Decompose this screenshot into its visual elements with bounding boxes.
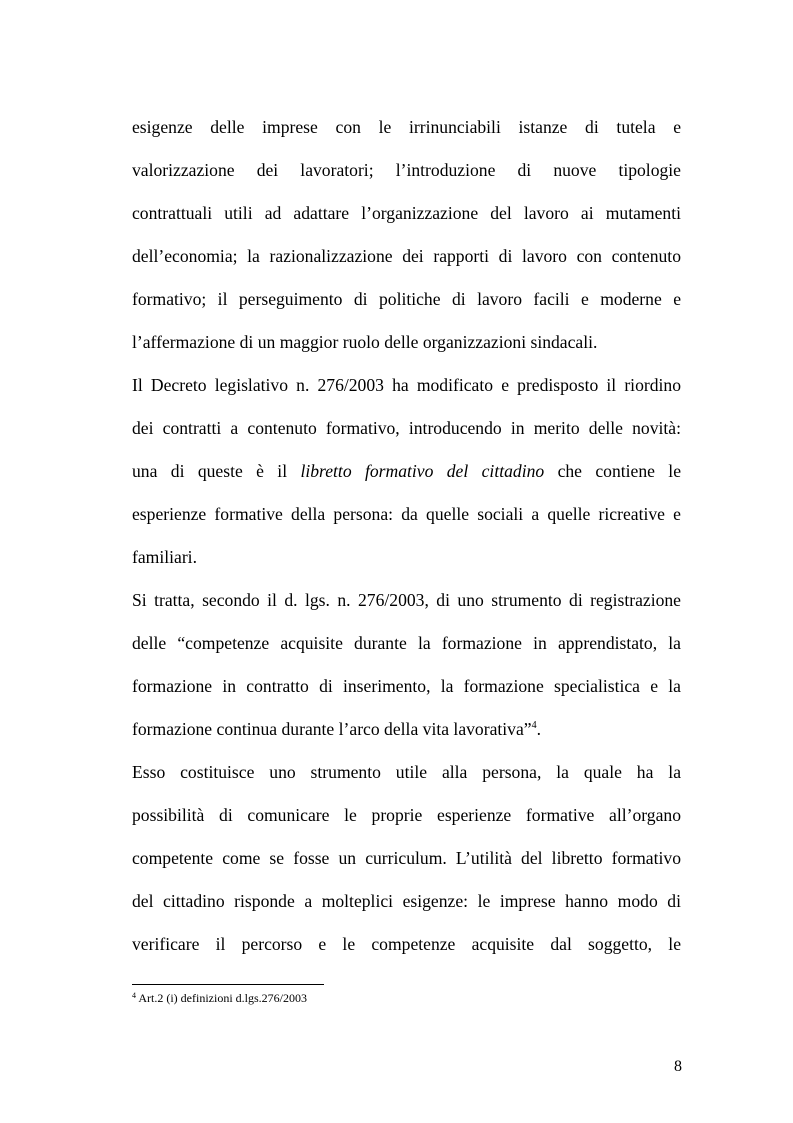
text-segment: formazione continua durante l’arco della vita lavorativa” <box>132 719 532 739</box>
footnote-marker: 4 <box>132 991 136 1000</box>
text-segment: che contiene le <box>557 461 681 481</box>
footnote <box>132 990 307 1006</box>
text-line: familiari. <box>132 547 197 567</box>
text-line: contrattuali utili ad adattare l’organizzazione del lavoro ai mutamenti <box>132 203 681 223</box>
text-line: formazione in contratto di inserimento, la formazione specialistica e la <box>132 676 681 696</box>
text-line: possibilità di comunicare le proprie esperienze formative all’organo <box>132 805 681 825</box>
text-line: Il Decreto legislativo n. 276/2003 ha modificato e predisposto il riordino <box>132 375 681 395</box>
footnote-separator <box>132 984 324 985</box>
text-segment: . <box>536 719 541 739</box>
page-number: 8 <box>674 1058 682 1075</box>
text-line-with-footnote <box>132 708 681 751</box>
text-line: del cittadino risponde a molteplici esigenze: le imprese hanno modo di <box>132 891 681 911</box>
text-line-with-italic <box>132 450 681 493</box>
text-line: valorizzazione dei lavoratori; l’introduzione di nuove tipologie <box>132 160 681 180</box>
text-line: esigenze delle imprese con le irrinunciabili istanze di tutela e <box>132 117 681 137</box>
text-line: verificare il percorso e le competenze acquisite dal soggetto, le <box>132 934 681 954</box>
footnote-text: Art.2 (i) definizioni d.lgs.276/2003 <box>138 991 307 1005</box>
body-text <box>132 106 681 966</box>
text-line: formativo; il perseguimento di politiche di lavoro facili e moderne e <box>132 289 681 309</box>
text-line: delle “competenze acquisite durante la formazione in apprendistato, la <box>132 633 681 653</box>
text-line: Esso costituisce uno strumento utile alla persona, la quale ha la <box>132 762 681 782</box>
footnote-reference: 4 <box>531 720 537 731</box>
text-line: l’affermazione di un maggior ruolo delle organizzazioni sindacali. <box>132 332 598 352</box>
text-line: dei contratti a contenuto formativo, introducendo in merito delle novità: <box>132 418 681 438</box>
text-line: competente come se fosse un curriculum. L’utilità del libretto formativo <box>132 848 681 868</box>
text-segment: una di queste è il <box>132 461 288 481</box>
italic-term: libretto formativo del cittadino <box>300 461 545 481</box>
text-line: Si tratta, secondo il d. lgs. n. 276/2003, di uno strumento di registrazione <box>132 590 681 610</box>
text-line: dell’economia; la razionalizzazione dei rapporti di lavoro con contenuto <box>132 246 681 266</box>
text-line: esperienze formative della persona: da quelle sociali a quelle ricreative e <box>132 504 681 524</box>
